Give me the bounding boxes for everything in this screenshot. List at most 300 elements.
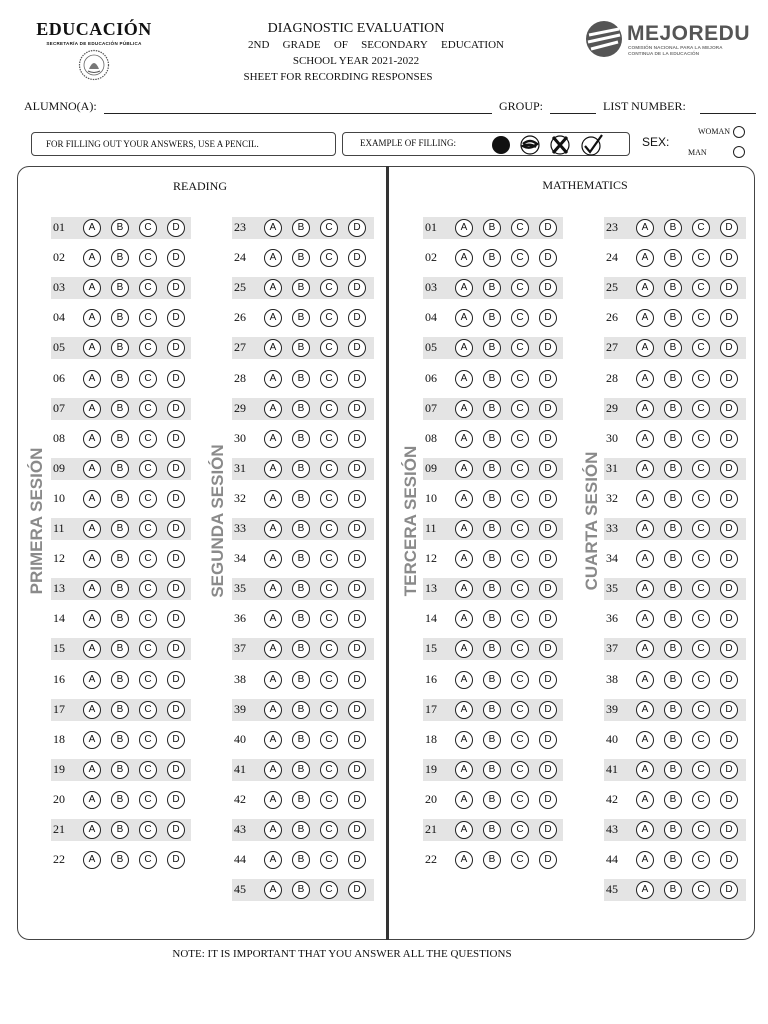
answer-bubble-c[interactable]: C	[692, 219, 710, 237]
answer-bubble-d[interactable]: D	[539, 219, 557, 237]
answer-bubble-a[interactable]: A	[636, 640, 654, 658]
answer-bubble-a[interactable]: A	[636, 550, 654, 568]
answer-bubble-a[interactable]: A	[83, 309, 101, 327]
answer-bubble-b[interactable]: B	[483, 701, 501, 719]
answer-bubble-c[interactable]: C	[320, 400, 338, 418]
answer-bubble-c[interactable]: C	[320, 851, 338, 869]
answer-bubble-d[interactable]: D	[167, 821, 185, 839]
answer-bubble-a[interactable]: A	[636, 821, 654, 839]
answer-bubble-b[interactable]: B	[292, 219, 310, 237]
answer-bubble-c[interactable]: C	[139, 821, 157, 839]
answer-bubble-c[interactable]: C	[692, 701, 710, 719]
answer-bubble-d[interactable]: D	[539, 640, 557, 658]
answer-bubble-d[interactable]: D	[167, 339, 185, 357]
woman-option-bubble[interactable]	[733, 126, 745, 138]
answer-bubble-a[interactable]: A	[83, 640, 101, 658]
answer-bubble-b[interactable]: B	[292, 580, 310, 598]
answer-bubble-d[interactable]: D	[167, 640, 185, 658]
answer-bubble-b[interactable]: B	[483, 761, 501, 779]
answer-bubble-d[interactable]: D	[348, 701, 366, 719]
answer-bubble-d[interactable]: D	[167, 791, 185, 809]
answer-bubble-d[interactable]: D	[539, 550, 557, 568]
answer-bubble-d[interactable]: D	[348, 460, 366, 478]
answer-bubble-b[interactable]: B	[111, 309, 129, 327]
list-number-field[interactable]	[700, 113, 756, 114]
answer-bubble-b[interactable]: B	[664, 881, 682, 899]
answer-bubble-d[interactable]: D	[167, 671, 185, 689]
answer-bubble-b[interactable]: B	[111, 339, 129, 357]
answer-bubble-a[interactable]: A	[264, 791, 282, 809]
answer-bubble-b[interactable]: B	[483, 851, 501, 869]
answer-bubble-a[interactable]: A	[455, 851, 473, 869]
answer-bubble-a[interactable]: A	[636, 249, 654, 267]
answer-bubble-c[interactable]: C	[139, 550, 157, 568]
answer-bubble-d[interactable]: D	[167, 490, 185, 508]
group-field[interactable]	[550, 113, 596, 114]
answer-bubble-c[interactable]: C	[692, 309, 710, 327]
answer-bubble-b[interactable]: B	[111, 821, 129, 839]
answer-bubble-d[interactable]: D	[539, 370, 557, 388]
answer-bubble-c[interactable]: C	[692, 490, 710, 508]
answer-bubble-d[interactable]: D	[720, 370, 738, 388]
answer-bubble-b[interactable]: B	[111, 520, 129, 538]
answer-bubble-b[interactable]: B	[664, 580, 682, 598]
answer-bubble-c[interactable]: C	[320, 701, 338, 719]
answer-bubble-a[interactable]: A	[455, 671, 473, 689]
answer-bubble-d[interactable]: D	[167, 761, 185, 779]
answer-bubble-a[interactable]: A	[264, 309, 282, 327]
answer-bubble-d[interactable]: D	[167, 370, 185, 388]
answer-bubble-a[interactable]: A	[455, 821, 473, 839]
answer-bubble-b[interactable]: B	[111, 400, 129, 418]
answer-bubble-b[interactable]: B	[664, 851, 682, 869]
answer-bubble-c[interactable]: C	[320, 761, 338, 779]
answer-bubble-c[interactable]: C	[139, 580, 157, 598]
answer-bubble-d[interactable]: D	[348, 640, 366, 658]
answer-bubble-a[interactable]: A	[83, 279, 101, 297]
answer-bubble-a[interactable]: A	[83, 671, 101, 689]
answer-bubble-a[interactable]: A	[83, 761, 101, 779]
answer-bubble-a[interactable]: A	[455, 339, 473, 357]
answer-bubble-a[interactable]: A	[83, 610, 101, 628]
answer-bubble-b[interactable]: B	[664, 610, 682, 628]
answer-bubble-c[interactable]: C	[511, 791, 529, 809]
answer-bubble-a[interactable]: A	[636, 279, 654, 297]
answer-bubble-b[interactable]: B	[483, 580, 501, 598]
answer-bubble-a[interactable]: A	[83, 219, 101, 237]
answer-bubble-c[interactable]: C	[692, 671, 710, 689]
answer-bubble-b[interactable]: B	[664, 520, 682, 538]
answer-bubble-b[interactable]: B	[483, 400, 501, 418]
answer-bubble-b[interactable]: B	[664, 219, 682, 237]
answer-bubble-b[interactable]: B	[111, 640, 129, 658]
answer-bubble-b[interactable]: B	[292, 821, 310, 839]
answer-bubble-d[interactable]: D	[167, 520, 185, 538]
answer-bubble-d[interactable]: D	[167, 309, 185, 327]
answer-bubble-a[interactable]: A	[636, 671, 654, 689]
answer-bubble-d[interactable]: D	[167, 430, 185, 448]
answer-bubble-c[interactable]: C	[692, 279, 710, 297]
answer-bubble-a[interactable]: A	[636, 219, 654, 237]
answer-bubble-d[interactable]: D	[167, 279, 185, 297]
answer-bubble-b[interactable]: B	[483, 490, 501, 508]
answer-bubble-c[interactable]: C	[320, 339, 338, 357]
answer-bubble-b[interactable]: B	[664, 671, 682, 689]
answer-bubble-c[interactable]: C	[692, 731, 710, 749]
answer-bubble-a[interactable]: A	[264, 279, 282, 297]
answer-bubble-d[interactable]: D	[720, 580, 738, 598]
answer-bubble-c[interactable]: C	[692, 520, 710, 538]
answer-bubble-c[interactable]: C	[692, 460, 710, 478]
answer-bubble-a[interactable]: A	[264, 550, 282, 568]
answer-bubble-a[interactable]: A	[83, 249, 101, 267]
answer-bubble-a[interactable]: A	[455, 219, 473, 237]
answer-bubble-d[interactable]: D	[167, 701, 185, 719]
answer-bubble-a[interactable]: A	[264, 671, 282, 689]
answer-bubble-a[interactable]: A	[264, 761, 282, 779]
answer-bubble-c[interactable]: C	[511, 610, 529, 628]
answer-bubble-c[interactable]: C	[139, 309, 157, 327]
answer-bubble-c[interactable]: C	[511, 640, 529, 658]
answer-bubble-c[interactable]: C	[139, 249, 157, 267]
answer-bubble-a[interactable]: A	[264, 460, 282, 478]
answer-bubble-b[interactable]: B	[664, 460, 682, 478]
answer-bubble-a[interactable]: A	[455, 279, 473, 297]
answer-bubble-d[interactable]: D	[720, 821, 738, 839]
answer-bubble-c[interactable]: C	[511, 851, 529, 869]
answer-bubble-a[interactable]: A	[636, 430, 654, 448]
answer-bubble-d[interactable]: D	[539, 279, 557, 297]
answer-bubble-a[interactable]: A	[455, 791, 473, 809]
answer-bubble-d[interactable]: D	[348, 580, 366, 598]
answer-bubble-a[interactable]: A	[264, 400, 282, 418]
answer-bubble-d[interactable]: D	[539, 731, 557, 749]
answer-bubble-d[interactable]: D	[348, 851, 366, 869]
answer-bubble-a[interactable]: A	[264, 430, 282, 448]
man-option-bubble[interactable]	[733, 146, 745, 158]
answer-bubble-b[interactable]: B	[111, 580, 129, 598]
answer-bubble-b[interactable]: B	[483, 550, 501, 568]
answer-bubble-a[interactable]: A	[83, 520, 101, 538]
answer-bubble-d[interactable]: D	[539, 430, 557, 448]
answer-bubble-c[interactable]: C	[320, 881, 338, 899]
answer-bubble-d[interactable]: D	[720, 671, 738, 689]
answer-bubble-c[interactable]: C	[320, 370, 338, 388]
answer-bubble-b[interactable]: B	[292, 640, 310, 658]
answer-bubble-d[interactable]: D	[720, 701, 738, 719]
answer-bubble-b[interactable]: B	[483, 249, 501, 267]
answer-bubble-c[interactable]: C	[139, 339, 157, 357]
answer-bubble-c[interactable]: C	[692, 640, 710, 658]
answer-bubble-d[interactable]: D	[348, 370, 366, 388]
answer-bubble-a[interactable]: A	[264, 370, 282, 388]
answer-bubble-b[interactable]: B	[292, 701, 310, 719]
answer-bubble-d[interactable]: D	[720, 249, 738, 267]
answer-bubble-d[interactable]: D	[539, 400, 557, 418]
answer-bubble-d[interactable]: D	[348, 610, 366, 628]
answer-bubble-c[interactable]: C	[139, 761, 157, 779]
answer-bubble-c[interactable]: C	[320, 279, 338, 297]
answer-bubble-c[interactable]: C	[511, 520, 529, 538]
answer-bubble-c[interactable]: C	[320, 219, 338, 237]
answer-bubble-d[interactable]: D	[720, 430, 738, 448]
answer-bubble-a[interactable]: A	[455, 640, 473, 658]
answer-bubble-b[interactable]: B	[292, 671, 310, 689]
answer-bubble-a[interactable]: A	[264, 490, 282, 508]
answer-bubble-a[interactable]: A	[264, 580, 282, 598]
answer-bubble-c[interactable]: C	[320, 460, 338, 478]
answer-bubble-a[interactable]: A	[264, 851, 282, 869]
answer-bubble-b[interactable]: B	[483, 640, 501, 658]
answer-bubble-b[interactable]: B	[292, 851, 310, 869]
answer-bubble-a[interactable]: A	[455, 490, 473, 508]
answer-bubble-c[interactable]: C	[320, 731, 338, 749]
answer-bubble-c[interactable]: C	[511, 671, 529, 689]
answer-bubble-b[interactable]: B	[111, 490, 129, 508]
answer-bubble-a[interactable]: A	[636, 851, 654, 869]
answer-bubble-d[interactable]: D	[720, 761, 738, 779]
answer-bubble-c[interactable]: C	[139, 219, 157, 237]
answer-bubble-c[interactable]: C	[511, 731, 529, 749]
answer-bubble-d[interactable]: D	[167, 400, 185, 418]
answer-bubble-a[interactable]: A	[83, 791, 101, 809]
answer-bubble-d[interactable]: D	[348, 550, 366, 568]
answer-bubble-d[interactable]: D	[720, 881, 738, 899]
answer-bubble-b[interactable]: B	[664, 249, 682, 267]
answer-bubble-a[interactable]: A	[455, 309, 473, 327]
answer-bubble-a[interactable]: A	[636, 610, 654, 628]
answer-bubble-d[interactable]: D	[720, 400, 738, 418]
answer-bubble-d[interactable]: D	[720, 339, 738, 357]
answer-bubble-c[interactable]: C	[692, 400, 710, 418]
answer-bubble-d[interactable]: D	[539, 761, 557, 779]
answer-bubble-a[interactable]: A	[83, 400, 101, 418]
answer-bubble-c[interactable]: C	[511, 761, 529, 779]
answer-bubble-a[interactable]: A	[455, 761, 473, 779]
answer-bubble-a[interactable]: A	[264, 821, 282, 839]
answer-bubble-c[interactable]: C	[320, 249, 338, 267]
answer-bubble-b[interactable]: B	[483, 520, 501, 538]
answer-bubble-a[interactable]: A	[264, 731, 282, 749]
answer-bubble-b[interactable]: B	[664, 731, 682, 749]
answer-bubble-b[interactable]: B	[483, 309, 501, 327]
answer-bubble-c[interactable]: C	[511, 339, 529, 357]
answer-bubble-b[interactable]: B	[292, 881, 310, 899]
answer-bubble-a[interactable]: A	[264, 881, 282, 899]
answer-bubble-d[interactable]: D	[348, 821, 366, 839]
answer-bubble-c[interactable]: C	[511, 490, 529, 508]
answer-bubble-c[interactable]: C	[511, 249, 529, 267]
answer-bubble-c[interactable]: C	[139, 490, 157, 508]
answer-bubble-b[interactable]: B	[111, 791, 129, 809]
answer-bubble-b[interactable]: B	[292, 370, 310, 388]
answer-bubble-b[interactable]: B	[111, 550, 129, 568]
answer-bubble-c[interactable]: C	[320, 640, 338, 658]
answer-bubble-d[interactable]: D	[167, 610, 185, 628]
answer-bubble-c[interactable]: C	[320, 610, 338, 628]
answer-bubble-d[interactable]: D	[348, 671, 366, 689]
answer-bubble-c[interactable]: C	[511, 821, 529, 839]
answer-bubble-d[interactable]: D	[348, 490, 366, 508]
answer-bubble-c[interactable]: C	[139, 791, 157, 809]
answer-bubble-a[interactable]: A	[636, 400, 654, 418]
answer-bubble-d[interactable]: D	[167, 851, 185, 869]
answer-bubble-c[interactable]: C	[511, 400, 529, 418]
answer-bubble-a[interactable]: A	[455, 550, 473, 568]
answer-bubble-a[interactable]: A	[83, 731, 101, 749]
answer-bubble-c[interactable]: C	[692, 610, 710, 628]
answer-bubble-a[interactable]: A	[264, 610, 282, 628]
answer-bubble-c[interactable]: C	[139, 731, 157, 749]
answer-bubble-a[interactable]: A	[455, 610, 473, 628]
answer-bubble-c[interactable]: C	[511, 309, 529, 327]
answer-bubble-a[interactable]: A	[83, 821, 101, 839]
answer-bubble-c[interactable]: C	[511, 701, 529, 719]
answer-bubble-c[interactable]: C	[692, 370, 710, 388]
answer-bubble-a[interactable]: A	[636, 460, 654, 478]
answer-bubble-b[interactable]: B	[111, 671, 129, 689]
answer-bubble-d[interactable]: D	[720, 791, 738, 809]
answer-bubble-c[interactable]: C	[320, 520, 338, 538]
answer-bubble-b[interactable]: B	[292, 731, 310, 749]
answer-bubble-b[interactable]: B	[664, 430, 682, 448]
answer-bubble-b[interactable]: B	[664, 400, 682, 418]
answer-bubble-b[interactable]: B	[292, 761, 310, 779]
answer-bubble-a[interactable]: A	[83, 460, 101, 478]
answer-bubble-d[interactable]: D	[348, 249, 366, 267]
answer-bubble-d[interactable]: D	[720, 219, 738, 237]
answer-bubble-d[interactable]: D	[348, 881, 366, 899]
answer-bubble-a[interactable]: A	[455, 400, 473, 418]
answer-bubble-d[interactable]: D	[167, 460, 185, 478]
answer-bubble-c[interactable]: C	[139, 430, 157, 448]
answer-bubble-d[interactable]: D	[720, 309, 738, 327]
answer-bubble-b[interactable]: B	[292, 339, 310, 357]
answer-bubble-a[interactable]: A	[636, 520, 654, 538]
answer-bubble-b[interactable]: B	[292, 610, 310, 628]
answer-bubble-c[interactable]: C	[139, 400, 157, 418]
answer-bubble-b[interactable]: B	[292, 279, 310, 297]
answer-bubble-d[interactable]: D	[539, 460, 557, 478]
answer-bubble-b[interactable]: B	[292, 550, 310, 568]
answer-bubble-d[interactable]: D	[720, 460, 738, 478]
answer-bubble-c[interactable]: C	[511, 279, 529, 297]
answer-bubble-a[interactable]: A	[83, 701, 101, 719]
answer-bubble-d[interactable]: D	[348, 731, 366, 749]
answer-bubble-b[interactable]: B	[111, 430, 129, 448]
answer-bubble-d[interactable]: D	[348, 219, 366, 237]
answer-bubble-d[interactable]: D	[348, 309, 366, 327]
answer-bubble-b[interactable]: B	[111, 851, 129, 869]
answer-bubble-a[interactable]: A	[83, 550, 101, 568]
answer-bubble-d[interactable]: D	[539, 821, 557, 839]
answer-bubble-c[interactable]: C	[692, 249, 710, 267]
answer-bubble-a[interactable]: A	[636, 339, 654, 357]
answer-bubble-d[interactable]: D	[167, 731, 185, 749]
answer-bubble-a[interactable]: A	[455, 520, 473, 538]
answer-bubble-c[interactable]: C	[139, 279, 157, 297]
answer-bubble-a[interactable]: A	[636, 701, 654, 719]
answer-bubble-b[interactable]: B	[664, 761, 682, 779]
answer-bubble-c[interactable]: C	[320, 671, 338, 689]
answer-bubble-a[interactable]: A	[636, 580, 654, 598]
answer-bubble-d[interactable]: D	[720, 640, 738, 658]
answer-bubble-c[interactable]: C	[511, 550, 529, 568]
answer-bubble-a[interactable]: A	[455, 249, 473, 267]
answer-bubble-a[interactable]: A	[264, 640, 282, 658]
answer-bubble-b[interactable]: B	[292, 309, 310, 327]
answer-bubble-b[interactable]: B	[664, 701, 682, 719]
answer-bubble-a[interactable]: A	[455, 460, 473, 478]
answer-bubble-d[interactable]: D	[539, 701, 557, 719]
answer-bubble-b[interactable]: B	[111, 701, 129, 719]
answer-bubble-c[interactable]: C	[320, 550, 338, 568]
answer-bubble-b[interactable]: B	[111, 219, 129, 237]
answer-bubble-d[interactable]: D	[348, 520, 366, 538]
answer-bubble-b[interactable]: B	[292, 400, 310, 418]
answer-bubble-a[interactable]: A	[83, 339, 101, 357]
answer-bubble-c[interactable]: C	[139, 460, 157, 478]
answer-bubble-a[interactable]: A	[264, 219, 282, 237]
answer-bubble-c[interactable]: C	[692, 881, 710, 899]
answer-bubble-a[interactable]: A	[83, 430, 101, 448]
answer-bubble-d[interactable]: D	[348, 400, 366, 418]
answer-bubble-d[interactable]: D	[539, 580, 557, 598]
answer-bubble-d[interactable]: D	[348, 279, 366, 297]
answer-bubble-a[interactable]: A	[636, 370, 654, 388]
answer-bubble-d[interactable]: D	[167, 550, 185, 568]
answer-bubble-a[interactable]: A	[83, 490, 101, 508]
answer-bubble-a[interactable]: A	[455, 731, 473, 749]
answer-bubble-d[interactable]: D	[720, 279, 738, 297]
answer-bubble-d[interactable]: D	[348, 430, 366, 448]
answer-bubble-d[interactable]: D	[720, 610, 738, 628]
answer-bubble-a[interactable]: A	[455, 370, 473, 388]
answer-bubble-b[interactable]: B	[483, 791, 501, 809]
answer-bubble-c[interactable]: C	[511, 430, 529, 448]
answer-bubble-b[interactable]: B	[483, 430, 501, 448]
answer-bubble-d[interactable]: D	[539, 309, 557, 327]
answer-bubble-b[interactable]: B	[664, 791, 682, 809]
answer-bubble-a[interactable]: A	[83, 851, 101, 869]
answer-bubble-d[interactable]: D	[720, 550, 738, 568]
answer-bubble-c[interactable]: C	[511, 370, 529, 388]
answer-bubble-c[interactable]: C	[320, 490, 338, 508]
answer-bubble-b[interactable]: B	[483, 460, 501, 478]
answer-bubble-a[interactable]: A	[636, 881, 654, 899]
answer-bubble-a[interactable]: A	[636, 791, 654, 809]
answer-bubble-b[interactable]: B	[111, 761, 129, 779]
answer-bubble-b[interactable]: B	[111, 370, 129, 388]
answer-bubble-d[interactable]: D	[539, 490, 557, 508]
answer-bubble-c[interactable]: C	[320, 791, 338, 809]
answer-bubble-c[interactable]: C	[139, 520, 157, 538]
answer-bubble-d[interactable]: D	[720, 851, 738, 869]
answer-bubble-d[interactable]: D	[720, 731, 738, 749]
answer-bubble-d[interactable]: D	[539, 791, 557, 809]
answer-bubble-d[interactable]: D	[539, 339, 557, 357]
answer-bubble-a[interactable]: A	[455, 430, 473, 448]
answer-bubble-b[interactable]: B	[483, 370, 501, 388]
answer-bubble-c[interactable]: C	[139, 671, 157, 689]
answer-bubble-c[interactable]: C	[320, 309, 338, 327]
answer-bubble-b[interactable]: B	[664, 640, 682, 658]
answer-bubble-c[interactable]: C	[139, 370, 157, 388]
answer-bubble-d[interactable]: D	[539, 851, 557, 869]
answer-bubble-c[interactable]: C	[692, 791, 710, 809]
answer-bubble-a[interactable]: A	[636, 731, 654, 749]
answer-bubble-c[interactable]: C	[139, 640, 157, 658]
